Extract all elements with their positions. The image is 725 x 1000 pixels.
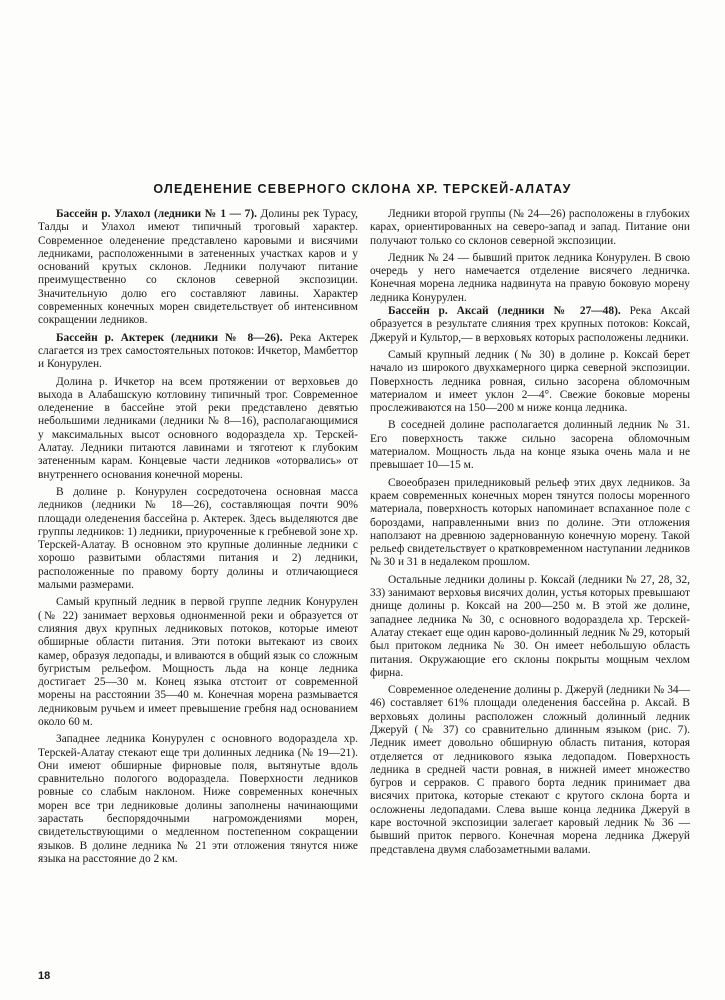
- paragraph: [38, 332, 358, 372]
- paragraph-text: Река Актерек слагается из трех самостоятельных потоков: Ичкетор, Мамбеттор и Конурулен.: [38, 331, 359, 371]
- paragraph-text: Самый крупный ледник в первой группе ледник Конурулен (№ 22) занимает верховья однонменной реки и образуется от слияния двух крупных ледниковых потоков, которые имеют обширные области питания. Эти потоки вытекают из своих камер, образуя ледопады, и вливаются в общий язык со сложным бугристым рельефом. Мощность льда на конце ледника достигает 25—30 м. Конец языка отстоит от современной морены на расстоянии 35—40 м. Конечная морена размывается ледниковым ручьем и имеет превышение гребня над основанием около 60 м.: [38, 596, 358, 728]
- paragraph: [38, 208, 358, 328]
- page-number: 18: [38, 970, 51, 982]
- paragraph: [370, 252, 690, 305]
- paragraph-text: Ледники второй группы (№ 24—26) расположены в глубоких карах, ориентированных на северо-запад и запад. Питание они получают только со склонов северной экспозиции.: [370, 208, 690, 247]
- paragraph-text: Остальные ледники долины р. Коксай (ледники № 27, 28, 32, 33) занимают верховья висячих долин, устья которых превышают днище долины р. Коксай на 200—250 м. В этой же долине, западнее ледника № 30, с основного водораздела хр. Терскей-Алатау стекает еще один карово-долинный ледник № 29, который был притоком ледника № 30. Он имеет небольшую область питания. Окружающие его склоны покрыты мощным чехлом фирна.: [370, 573, 690, 679]
- paragraph: [370, 574, 690, 680]
- paragraph-text: В долине р. Конурулен сосредоточена основная масса ледников (ледники № 18—26), составляющая почти 90% площади оледенения бассейна р. Актерек. Здесь выделяются две группы ледников: 1) ледники, приуроченные к гребневой зоне хр. Терскей-Алатау. В основном это крупные долинные ледники с хорошо развитыми областями питания и 2) ледники, расположенные по правому борту долины и отличающиеся малыми размерами.: [38, 485, 358, 592]
- paragraph-text: В соседней долине располагается долинный ледник № 31. Его поверхность также сильно засорена обломочным материалом. Мощность льда на конце языка очень мала и не превышает 10—15 м.: [370, 419, 690, 472]
- paragraph: [38, 733, 358, 866]
- section-heading: Бассейн р. Актерек (ледники № 8—26).: [56, 331, 283, 344]
- left-column: [38, 208, 358, 870]
- paragraph: [38, 376, 358, 482]
- paragraph-text: Самый крупный ледник (№ 30) в долине р. Коксай берет начало из широкого двухкамерного цирка северной экспозиции. Поверхность ледника ровная, сильно засорена обломочным материалом и имеет уклон 2—4°. Свежие боковые морены прослеживаются на 150—200 м ниже конца ледника.: [370, 348, 690, 415]
- page-title: ОЛЕДЕНЕНИЕ СЕВЕРНОГО СКЛОНА ХР. ТЕРСКЕЙ-АЛАТАУ: [153, 182, 572, 196]
- paragraph-text: Своеобразен приледниковый рельеф этих двух ледников. За краем современных конечных морен тянутся полосы моренного материала, поверхность которых напоминает вспаханное поле с бороздами, направленными вниз по долине. Эти отложения наползают на древнюю задернованную конечную морену. Такой рельеф свидетельствует о кратковременном наступании ледников № 30 и 31 в недалеком прошлом.: [370, 476, 690, 569]
- paragraph: [370, 349, 690, 415]
- paragraph-text: Долины рек Турасу, Талды и Улахол имеют типичный троговый характер. Современное оледенение представлено каровыми и висячими ледниками, расположенными в затененных участках каров и у оснований крутых склонов. Ледники получают питание преимущественно со склонов северной экспозиции. Значительную долю его составляют лавины. Характер современных конечных морен свидетельствует об интенсивном сокращении ледников.: [38, 208, 358, 327]
- paragraph-text: Ледник № 24 — бывший приток ледника Конурулен. В свою очередь у него намечается отделение висячего ледничка. Конечная морена ледника надвинута на правую боковую морену ледника Конурулен.: [370, 251, 690, 304]
- section-heading: Бассейн р. Аксай (ледники № 27—48).: [388, 305, 621, 318]
- section-heading: Бассейн р. Улахол (ледники № 1 — 7).: [56, 208, 257, 220]
- paragraph: [370, 419, 690, 472]
- paragraph: [38, 596, 358, 729]
- paragraph-text: Современное оледенение долины р. Джеруй (ледники № 34—46) составляет 61% площади оледенения бассейна р. Аксай. В верховьях долины расположен сложный долинный ледник Джеруй (№ 37) со сравнительно длинным языком (рис. 7). Ледник имеет довольно обширную область питания, которая отделяется от ледникового языка ледопадом. Поверхность ледника в средней части ровная, в нижней имеет множество бугров и серраков. С правого борта ледник принимает два висячих притока, которые стекают с крутого склона борта и осложнены ледопадами. Слева выше конца ледника Джеруй в каре восточной экспозиции залегает каровый ледник № 36 — бывший приток первого. Конечная морена ледника Джеруй представлена двумя слабозаметными валами.: [370, 684, 690, 856]
- paragraph-text: Долина р. Ичкетор на всем протяжении от верховьев до выхода в Алабашскую котловину типичный трог. Современное оледенение в бассейне этой реки представлено девятью небольшими ледниками (ледники № 8—16), располагающимися у максимальных высот основного водораздела хр. Терскей-Алатау. Ледники питаются лавинами и тяготеют к глубоким затененным карам. Концевые части ледников «оторвались» от внутреннего основания конечной морены.: [38, 375, 358, 481]
- paragraph-text: Западнее ледника Конурулен с основного водораздела хр. Терскей-Алатау стекают еще три долинных ледника (№ 19—21). Они имеют обширные фирновые поля, вытянутые вдоль сравнительно пологого водораздела. Поверхности ледников ровные со слабым наклоном. Ниже современных конечных морен все три ледниковые долины заполнены начинающими зарастать беспорядочными нагромождениями морен, свидетельствующими о медленном постепенном сокращении языков. В долине ледника № 21 эти отложения тянутся ниже языка на расстояние до 2 км.: [38, 733, 358, 865]
- paragraph: [370, 208, 690, 248]
- paragraph: [370, 684, 690, 857]
- paragraph: [370, 305, 690, 345]
- paragraph-text: Река Аксай образуется в результате слияния трех крупных потоков: Коксай, Джеруй и Культор,— в верховьях которых расположены ледники.: [370, 305, 690, 344]
- paragraph: [370, 477, 690, 570]
- right-column: [370, 208, 690, 861]
- paragraph: [38, 486, 358, 592]
